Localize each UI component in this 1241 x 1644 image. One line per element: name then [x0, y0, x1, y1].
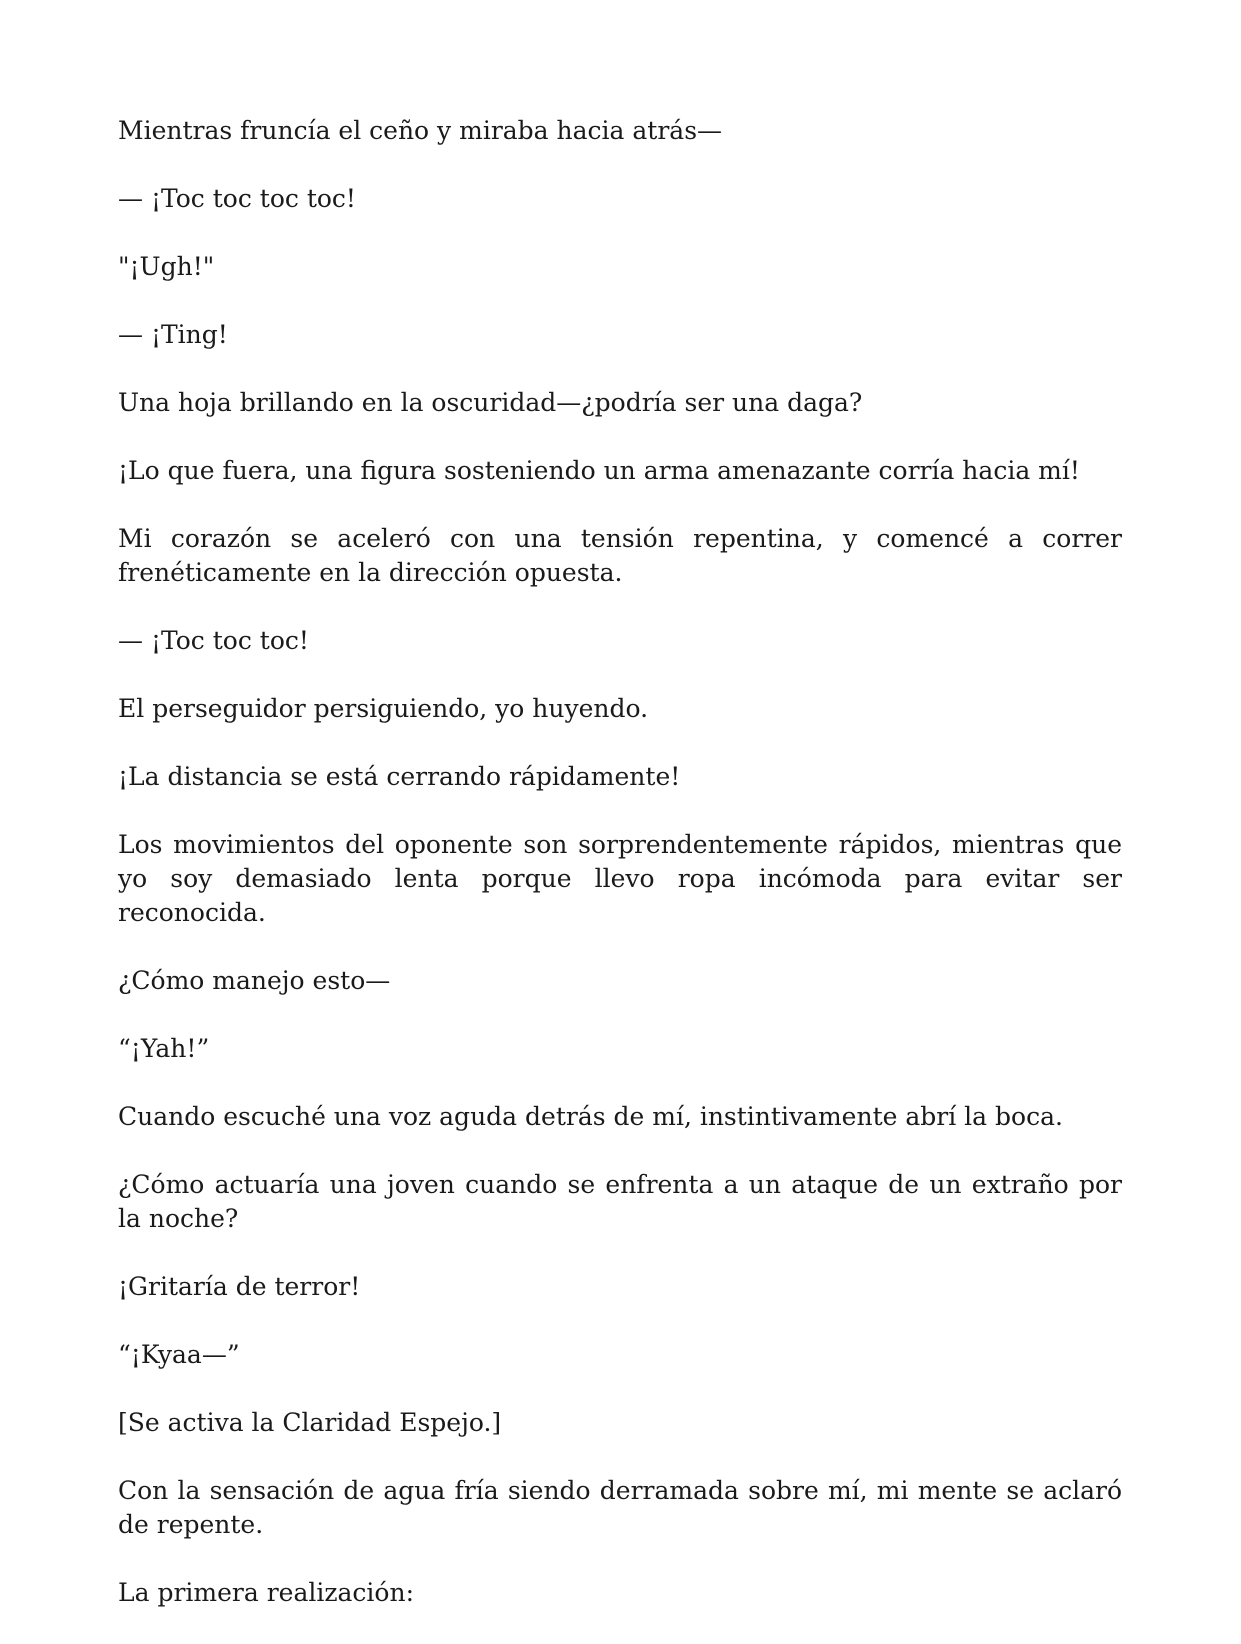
paragraph: Los movimientos del oponente son sorprendentemente rápidos, mientras que yo soy demasiado lenta porque llevo ropa incómoda para evitar ser reconocida.: [118, 830, 1122, 927]
paragraph: “¡Kyaa—”: [118, 1340, 240, 1369]
paragraph: Cuando escuché una voz aguda detrás de mí, instintivamente abrí la boca.: [118, 1102, 1063, 1131]
document-body: [118, 114, 1122, 1644]
paragraph: ¿Cómo manejo esto—: [118, 966, 391, 995]
paragraph: Mientras fruncía el ceño y miraba hacia atrás—: [118, 116, 723, 145]
paragraph: — ¡Toc toc toc toc!: [118, 184, 356, 213]
paragraph: ¡Gritaría de terror!: [118, 1272, 361, 1301]
paragraph: ¡Lo que fuera, una figura sosteniendo un arma amenazante corría hacia mí!: [118, 456, 1080, 485]
paragraph: "¡Ugh!": [118, 252, 215, 281]
paragraph: Mi corazón se aceleró con una tensión repentina, y comencé a correr frenéticamente en la dirección opuesta.: [118, 524, 1122, 587]
paragraph: El perseguidor persiguiendo, yo huyendo.: [118, 694, 649, 723]
paragraph: — ¡Ting!: [118, 320, 228, 349]
paragraph: ¿Cómo actuaría una joven cuando se enfrenta a un ataque de un extraño por la noche?: [118, 1170, 1122, 1233]
paragraph: — ¡Toc toc toc!: [118, 626, 309, 655]
paragraph: La primera realización:: [118, 1578, 414, 1607]
paragraph: ¡La distancia se está cerrando rápidamente!: [118, 762, 681, 791]
paragraph: Una hoja brillando en la oscuridad—¿podría ser una daga?: [118, 388, 863, 417]
paragraph: [Se activa la Claridad Espejo.]: [118, 1408, 502, 1437]
paragraph: Con la sensación de agua fría siendo derramada sobre mí, mi mente se aclaró de repente.: [118, 1476, 1122, 1539]
paragraph: “¡Yah!”: [118, 1034, 210, 1063]
